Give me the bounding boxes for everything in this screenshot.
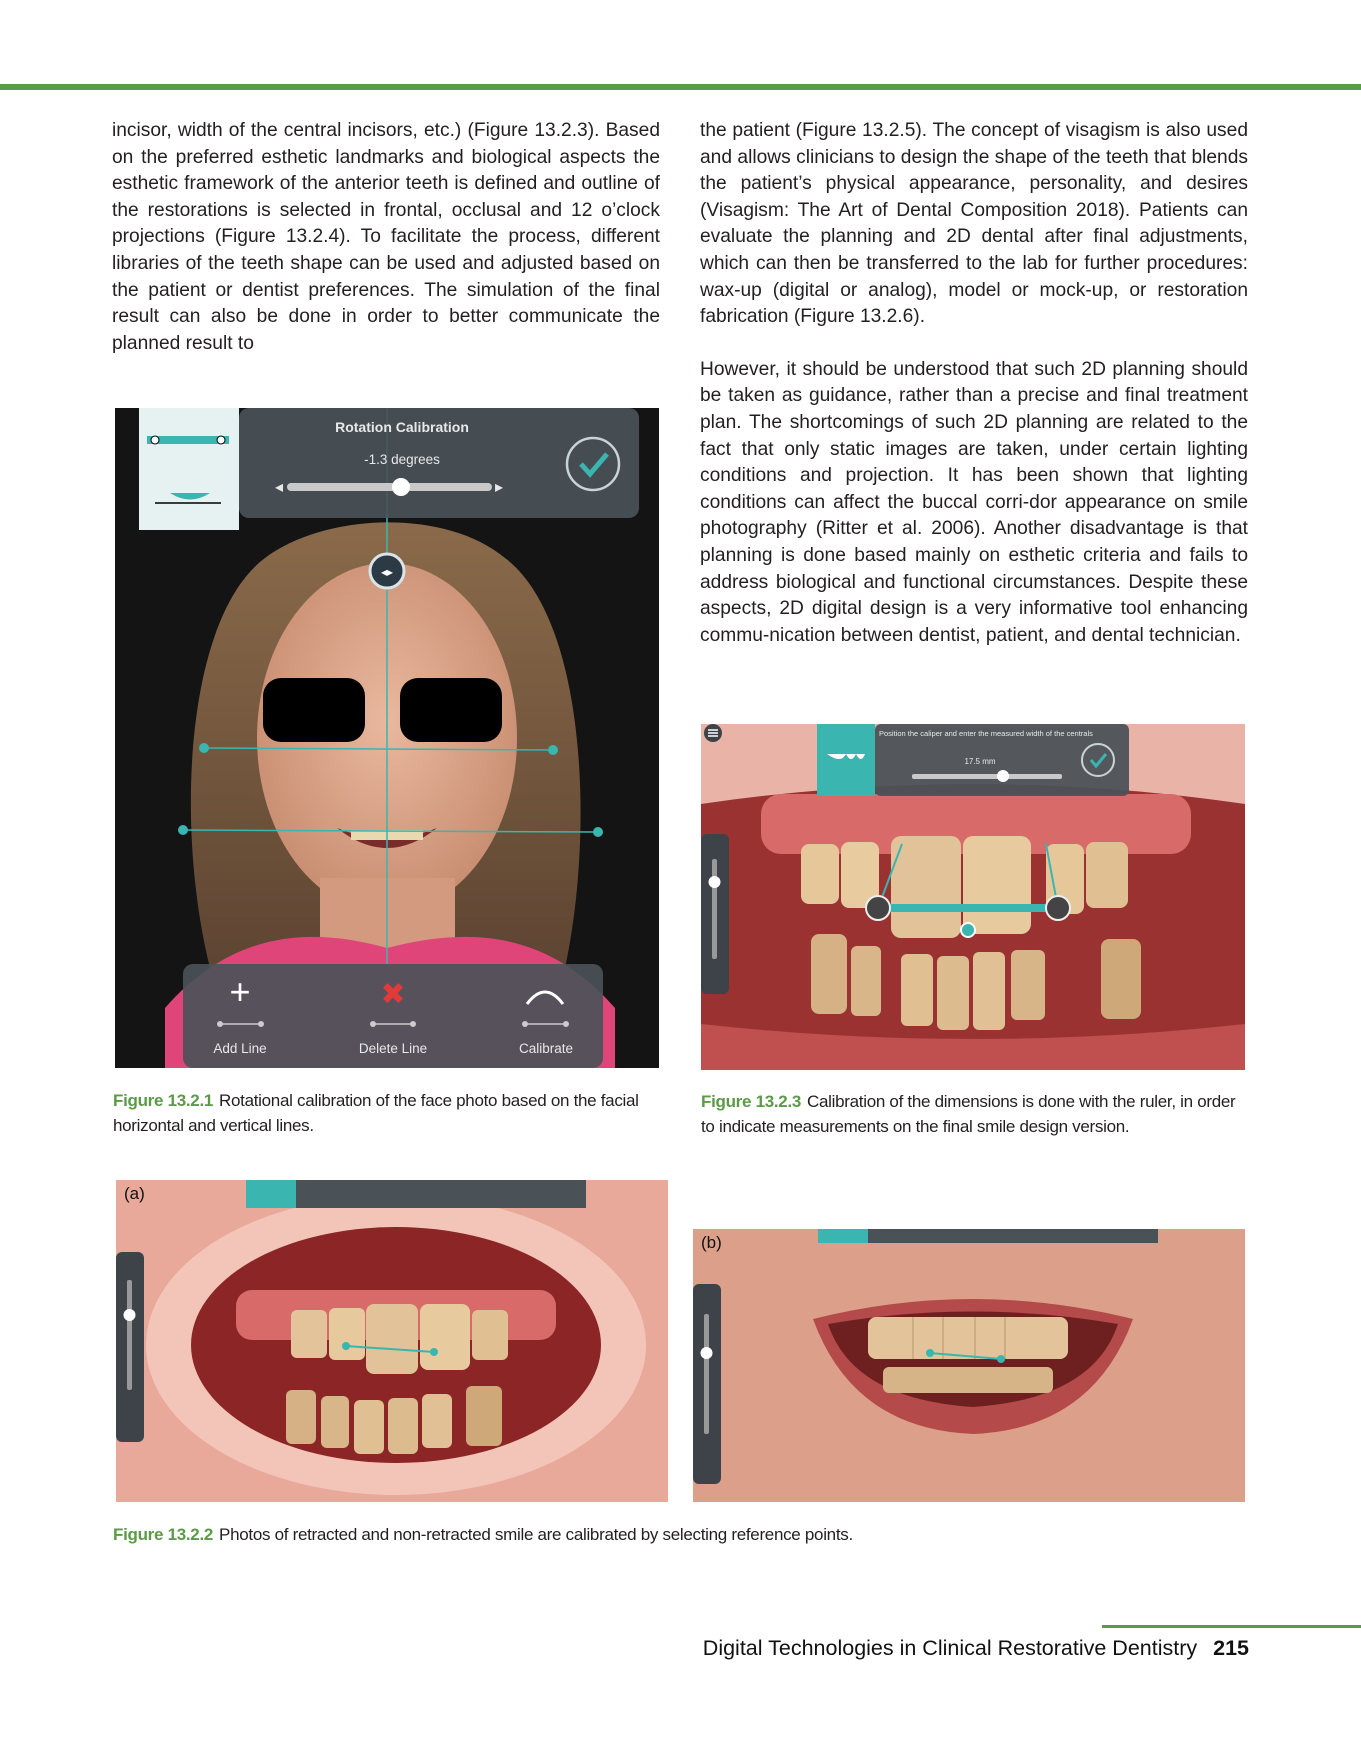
non-retracted-smile-photo xyxy=(693,1229,1245,1502)
figure-caption xyxy=(113,1522,1253,1547)
figure-retracted-smile xyxy=(116,1180,668,1502)
figure-caption xyxy=(701,1089,1249,1139)
paragraph: incisor, width of the central incisors, etc.) (Figure 13.2.3). Based on the preferred esthetic landmarks and biological aspects the esthetic framework of the anterior teeth is defined and outline of the restorations is selected in frontal, occlusal and 12 o’clock projections (Figure 13.2.4). To facilitate the process, different libraries of the teeth shape can be used and adjusted based on the patient or dentist preferences. The simulation of the final result can also be done in order to better communicate the planned result to xyxy=(112,120,660,354)
svg-text:+: + xyxy=(229,971,251,1012)
panel-label-b: (b) xyxy=(701,1233,722,1252)
paragraph: the patient (Figure 13.2.5). The concept of visagism is also used and allows clinicians to design the shape of the teeth that blends the patient’s physical appearance, personality, and desires (Visagism: The Art of Dental Composition 2018). Patients can evaluate the planning and 2D dental after final adjustments, which can then be transferred to the lab for further procedures: wax-up (digital or analog), model or mock-up, or restoration fabrication (Figure 13.2.6). xyxy=(700,120,1248,328)
header-rule xyxy=(0,84,1361,90)
caption-text: Calibration of the dimensions is done with the ruler, in order to indicate measurements on the final smile design version. xyxy=(701,1092,1236,1136)
running-footer xyxy=(703,1636,1249,1661)
page-number: 215 xyxy=(1213,1636,1249,1660)
face-photo-illustration xyxy=(115,408,659,1068)
svg-text:✖: ✖ xyxy=(380,978,406,1011)
figure-rotation-calibration xyxy=(115,408,659,1068)
svg-text:▸: ▸ xyxy=(495,479,504,496)
figure-caption xyxy=(113,1088,661,1138)
figure-caliper-calibration xyxy=(701,724,1245,1070)
retracted-teeth-photo xyxy=(701,724,1245,1070)
svg-text:◂: ◂ xyxy=(275,479,284,496)
right-text-column xyxy=(700,118,1248,649)
left-text-column xyxy=(112,118,660,357)
retracted-smile-photo xyxy=(116,1180,668,1502)
caliper-instruction: Position the caliper and enter the measured width of the centrals xyxy=(879,729,1093,738)
figure-non-retracted-smile xyxy=(693,1229,1245,1502)
rotation-value: -1.3 degrees xyxy=(364,452,440,467)
figure-label: Figure 13.2.2 xyxy=(113,1525,214,1544)
rotation-calibration-title: Rotation Calibration xyxy=(335,419,469,435)
book-title: Digital Technologies in Clinical Restorative Dentistry xyxy=(702,1636,1198,1660)
paragraph: However, it should be understood that such 2D planning should be taken as guidance, rather than a precise and final treatment plan. The shortcomings of such 2D planning are related to the fact that only static images are taken, under certain lighting conditions and projection. It has been shown that lighting conditions can affect the buccal corri-dor appearance on smile photography (Ritter et al. 2006). Another disadvantage is that planning is done based mainly on esthetic criteria and fails to address biological and functional circumstances. Despite these aspects, 2D digital design is a very informative tool enhancing commu-nication between dentist, patient, and dental technician. xyxy=(700,358,1248,646)
panel-label-a: (a) xyxy=(124,1184,145,1203)
svg-text:◂▸: ◂▸ xyxy=(380,565,394,579)
figure-label: Figure 13.2.3 xyxy=(701,1092,802,1111)
caption-text: Photos of retracted and non-retracted smile are calibrated by selecting reference points. xyxy=(219,1525,853,1544)
add-line-button: Add Line xyxy=(213,1041,267,1056)
calibrate-button: Calibrate xyxy=(518,1041,574,1056)
figure-label: Figure 13.2.1 xyxy=(113,1091,214,1110)
caliper-value: 17.5 mm xyxy=(964,757,996,766)
caption-text: Rotational calibration of the face photo based on the facial horizontal and vertical lines. xyxy=(113,1091,639,1135)
delete-line-button: Delete Line xyxy=(358,1041,428,1056)
footer-rule xyxy=(1102,1625,1361,1628)
